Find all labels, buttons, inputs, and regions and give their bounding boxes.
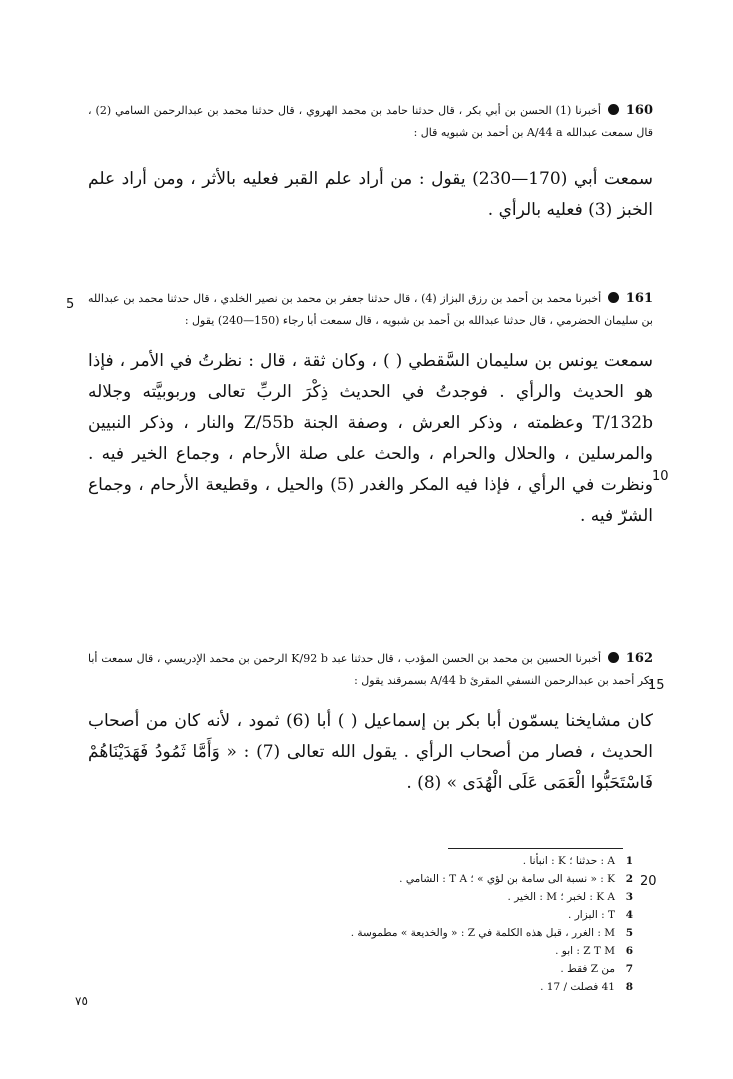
footnote-text: 41 فصلت / 17 . bbox=[540, 981, 615, 993]
footnote-divider bbox=[448, 848, 623, 849]
footnote-text: Z T M : ابو . bbox=[555, 945, 615, 957]
footnote bbox=[333, 870, 633, 888]
bullet-icon bbox=[608, 652, 619, 663]
footnote-number: 2 bbox=[625, 873, 633, 885]
footnote bbox=[333, 888, 633, 906]
entry-number: 162 bbox=[625, 651, 653, 666]
footnote-text: A : حدثنا ؛ K : انبأنا . bbox=[522, 855, 615, 867]
quote-text: كان مشايخنا يسمّون أبا بكر بن إسماعيل ( ) أبا (6) ثمود ، لأنه كان من أصحاب الحديث ، فصار من أصحاب الرأي . يقول الله تعالى (7) : « وَأَمَّا ثَمُودُ فَهَدَيْنَاهُمْ فَاسْتَحَبُّوا الْعَمَى عَلَى الْهُدَى » (8) . bbox=[88, 711, 653, 793]
line-number: 15 bbox=[648, 678, 665, 693]
isnad-chain bbox=[88, 648, 653, 692]
footnote-number: 4 bbox=[625, 909, 633, 921]
footnote bbox=[333, 906, 633, 924]
entry-161 bbox=[88, 288, 653, 532]
footnote-text: من Z فقط . bbox=[560, 963, 615, 975]
entry-162 bbox=[88, 648, 653, 799]
footnote-text: K : « نسبة الى سامة بن لؤي » ؛ T A : الشامي . bbox=[399, 873, 615, 885]
line-number: 5 bbox=[66, 297, 75, 312]
footnote bbox=[333, 924, 633, 942]
line-number: 20 bbox=[640, 874, 657, 889]
footnote bbox=[333, 852, 633, 870]
footnote-number: 7 bbox=[625, 963, 633, 975]
quote-text: سمعت يونس بن سليمان السَّقطي ( ) ، وكان ثقة ، قال : نظرتُ في الأمر ، فإذا هو الحديث والرأي . فوجدتُ في الحديث ذِكْرَ الربِّ تعالى وربوبيَّته وجلاله T/132b وعظمته ، وذكر العرش ، وصفة الجنة Z/55b والنار ، وذكر النبيين والمرسلين ، والحلال والحرام ، والحث على صلة الأرحام ، وجماع الخير فيه . ونظرت في الرأي ، فإذا فيه المكر والغدر (5) والحيل ، وقطيعة الأرحام ، وجماع الشرّ فيه . bbox=[88, 351, 654, 526]
footnote-number: 3 bbox=[625, 891, 633, 903]
footnote bbox=[333, 978, 633, 996]
isnad-text: أخبرنا الحسين بن محمد بن الحسن المؤدب ، قال حدثنا عبد K/92 b الرحمن بن محمد الإدريسي ، قال سمعت أبا بكر أحمد بن عبدالرحمن النسفي المقرئ A/44 b بسمرقند يقول : bbox=[88, 652, 653, 687]
isnad-text: أخبرنا محمد بن أحمد بن رزق البزاز (4) ، قال حدثنا جعفر بن محمد بن نصير الخلدي ، قال حدثنا محمد بن عبدالله بن سليمان الحضرمي ، قال حدثنا عبدالله بن أحمد بن شبويه ، قال سمعت أبا رجاء (150—240) يقول : bbox=[88, 292, 653, 327]
footnote bbox=[333, 942, 633, 960]
footnote bbox=[333, 960, 633, 978]
bullet-icon bbox=[608, 104, 619, 115]
entry-number: 161 bbox=[625, 291, 653, 306]
footnote-number: 1 bbox=[625, 855, 633, 867]
quote-text: سمعت أبي (170—230) يقول : من أراد علم القبر فعليه بالأثر ، ومن أراد علم الخبز (3) فعليه بالرأي . bbox=[88, 169, 654, 220]
isnad-chain bbox=[88, 100, 653, 144]
line-number: 10 bbox=[652, 469, 669, 484]
footnote-text: K A : لخبر ؛ M : الخير . bbox=[507, 891, 615, 903]
entry-number: 160 bbox=[625, 103, 654, 118]
page-number: ٧٥ bbox=[75, 994, 88, 1008]
entry-160 bbox=[88, 100, 653, 226]
bullet-icon bbox=[608, 292, 619, 303]
footnote-number: 5 bbox=[625, 927, 633, 939]
footnote-text: M : الغرر ، قبل هذه الكلمة في Z : « والخديعة » مطموسة . bbox=[350, 927, 615, 939]
footnotes bbox=[333, 852, 633, 996]
footnote-text: T : البزار . bbox=[568, 909, 615, 921]
footnote-number: 8 bbox=[625, 981, 633, 993]
isnad-text: أخبرنا (1) الحسن بن أبي بكر ، قال حدثنا حامد بن محمد الهروي ، قال حدثنا محمد بن عبدالرحمن السامي (2) ، قال سمعت عبدالله A/44 a بن أحمد بن شبويه قال : bbox=[88, 104, 653, 139]
footnote-number: 6 bbox=[625, 945, 633, 957]
isnad-chain bbox=[88, 288, 653, 332]
